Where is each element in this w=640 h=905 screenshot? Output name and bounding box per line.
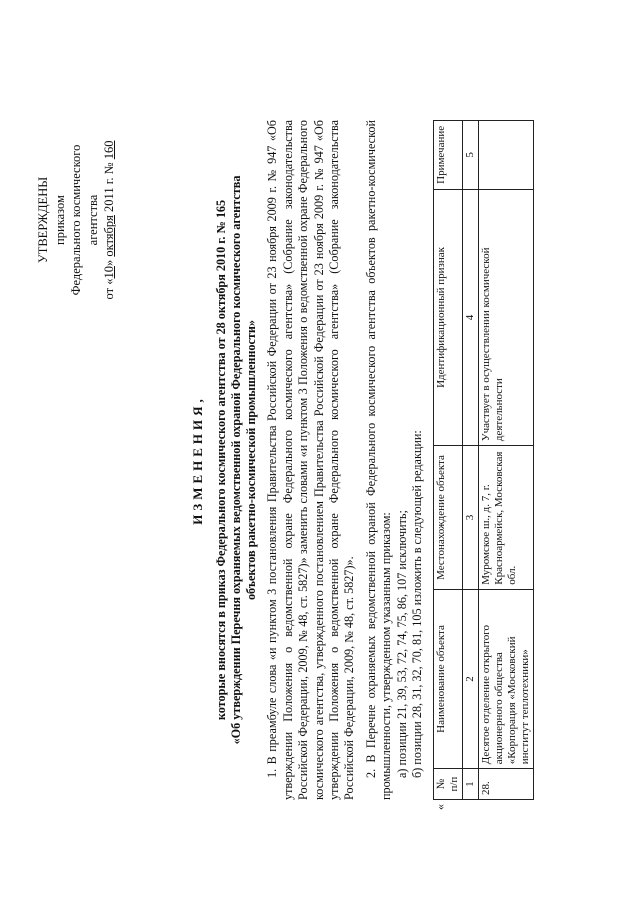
column-number: 1 xyxy=(463,769,479,800)
heading-line-1: которые вносятся в приказ Федерального космического агентства от 28 октября 2010 г. № 165 xyxy=(214,199,229,721)
cell-location: Муромское ш., д. 7, г. Красноармейск, Московская обл. xyxy=(479,446,534,590)
approval-block xyxy=(35,120,118,320)
table-row xyxy=(479,121,534,800)
column-number: 3 xyxy=(463,446,479,590)
item-b: б) позиции 28, 31, 32, 70, 81, 105 изложить в следующей редакции: xyxy=(410,430,425,778)
approval-month: октября xyxy=(102,215,116,257)
header-cell: № п/п xyxy=(434,769,463,800)
objects-table xyxy=(433,120,534,800)
header-cell: Идентификационный признак xyxy=(434,189,463,445)
heading-title: ИЗМЕНЕНИЯ, xyxy=(190,395,205,525)
column-number: 4 xyxy=(463,189,479,445)
paragraph-2: 2. В Перечне охраняемых ведомственной охраной Федерального космического агентства объектов ракетно-космической промышленности, утвержденном указанным приказом: xyxy=(363,120,394,800)
approval-date: от «10» октября 2011 г. № 160 xyxy=(102,140,116,300)
document-heading xyxy=(190,120,259,800)
cell-note xyxy=(479,121,534,190)
table-header-row xyxy=(434,121,463,800)
column-number: 2 xyxy=(463,589,479,768)
header-cell: Примечание xyxy=(434,121,463,190)
cell-number: 28. xyxy=(479,769,534,800)
cell-object-name: Десятое отделение открытого акционерного общества «Корпорация «Московский институт теплотехники» xyxy=(479,589,534,768)
heading-line-3: объектов ракетно-космической промышленности» xyxy=(244,319,259,601)
header-cell: Наименование объекта xyxy=(434,589,463,768)
header-cell: Местонахождение объекта xyxy=(434,446,463,590)
opening-quote: « xyxy=(433,804,448,810)
column-number: 5 xyxy=(463,121,479,190)
cell-feature: Участвует в осуществлении космической деятельности xyxy=(479,189,534,445)
document-content xyxy=(36,120,534,810)
item-a: а) позиции 21, 39, 53, 72, 74, 75, 86, 107 исключить; xyxy=(394,510,409,778)
approval-agency: Федерального космического агентства xyxy=(69,144,100,296)
paragraph-1: 1. В преамбуле слова «и пунктом 3 постановления Правительства Российской Федерации от 23 ноября 2009 г. № 947 «Об утверждении Положения о ведомственной охране Федерального космического агентства» (Собрание законодательства Российской Федерации, 2009, № 48, ст. 5827)» заменить словами «и пунктом 3 Положения о ведомственной охране Федерального космического агентства, утвержденного постановлением Правительства Российской Федерации от 23 ноября 2009 г. № 947 «Об утверждении Положения о ведомственной охране Федерального космического агентства» (Собрание законодательства Российской Федерации, 2009, № 48, ст. 5827)». xyxy=(265,120,357,800)
table-number-row xyxy=(463,121,479,800)
approval-day: 10 xyxy=(102,266,116,279)
approval-number: 160 xyxy=(102,140,116,160)
table-wrapper xyxy=(433,120,534,810)
approval-title: УТВЕРЖДЕНЫ xyxy=(36,176,50,264)
heading-line-2: «Об утверждении Перечня охраняемых ведомственной охраной Федерального космического агентства xyxy=(229,175,244,745)
approval-by-order: приказом xyxy=(52,195,67,245)
